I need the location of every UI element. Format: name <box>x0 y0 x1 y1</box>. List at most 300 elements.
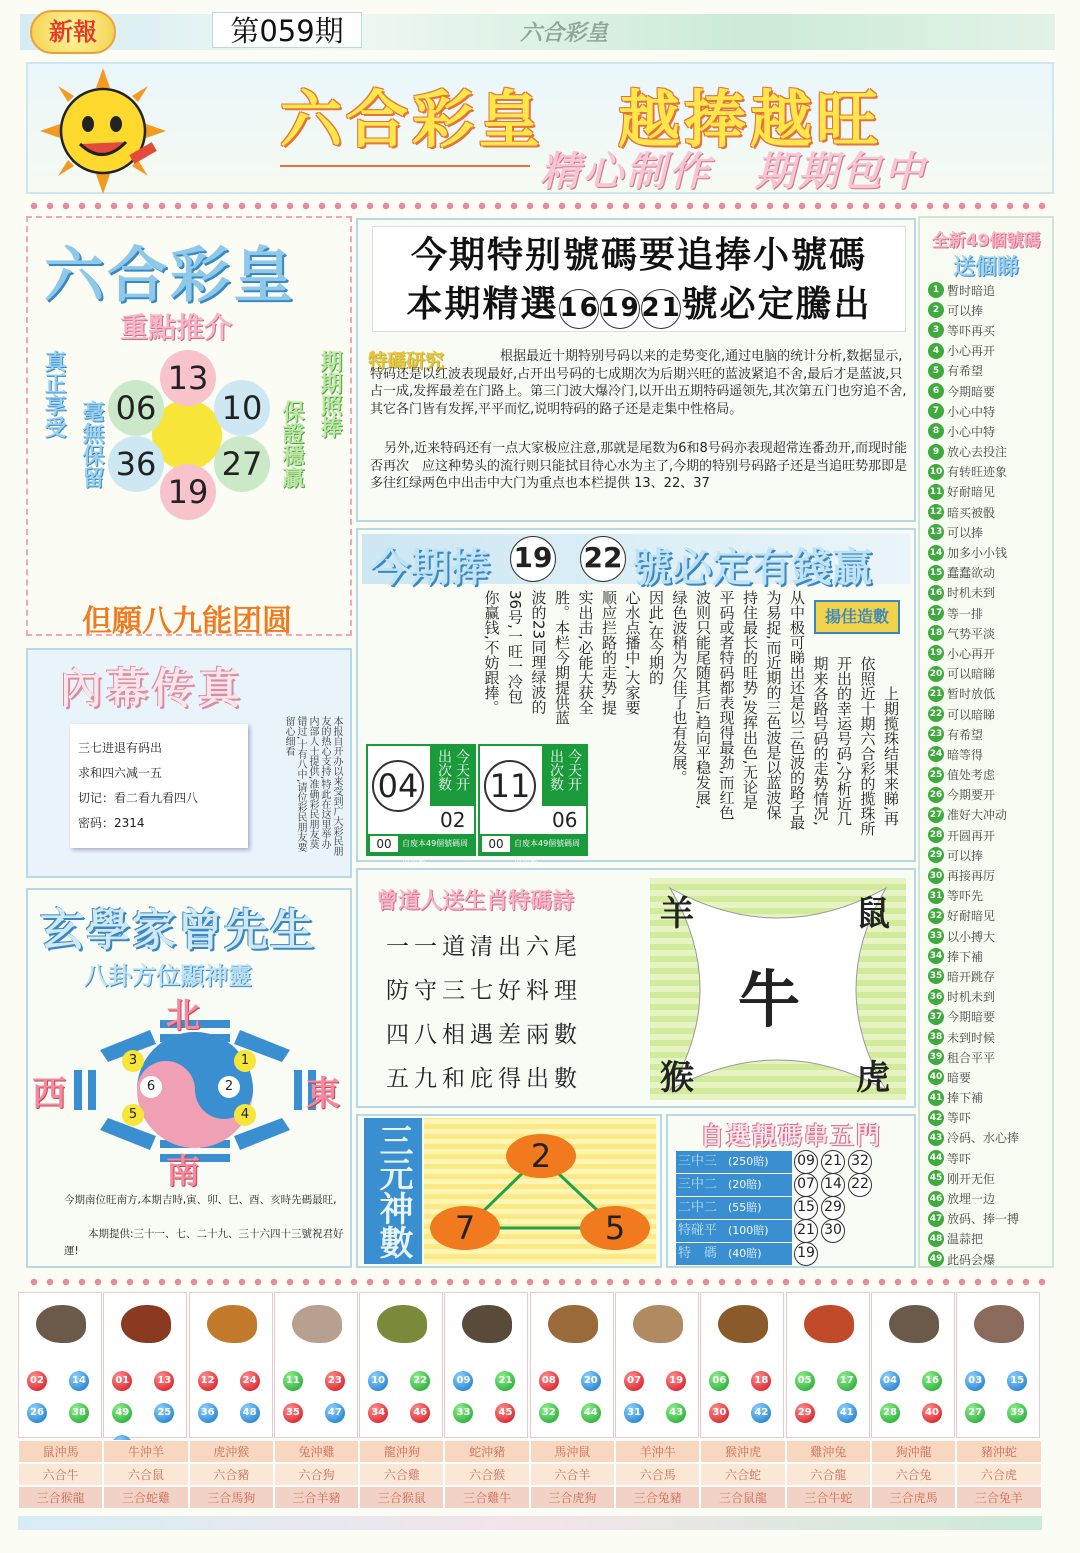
recommend-side-left1: 真正享受 <box>41 350 66 438</box>
footer-cell: 三合兔羊 <box>956 1486 1041 1509</box>
animal-number: 21 <box>495 1371 515 1391</box>
bagua-south: 南 <box>166 1152 200 1192</box>
wumen-title: 自選靚碼串五門 <box>700 1122 882 1150</box>
animal-猴-icon <box>718 1305 768 1343</box>
footer-cell: 六合兔 <box>871 1463 956 1486</box>
sidebar-item-label: 小心再开 <box>947 646 996 661</box>
sidebar-item-label: 冷码、水心捧 <box>947 1131 1020 1146</box>
animal-numbers <box>539 1371 609 1423</box>
count-card-bottom: 00 <box>482 836 510 852</box>
footer-cell: 狗沖龍 <box>871 1440 956 1463</box>
sidebar-item-label: 温蒜把 <box>947 1232 984 1247</box>
sidebar-list <box>928 280 1052 1269</box>
count-card-bottom: 00 <box>370 836 398 852</box>
sidebar-item-label: 小心中特 <box>947 404 996 419</box>
banner-rule <box>280 165 530 167</box>
count-card-label <box>430 746 474 806</box>
animal-number: 48 <box>240 1403 260 1423</box>
animal-numbers <box>27 1371 97 1423</box>
sidebar-item <box>928 341 1052 361</box>
footer-cell: 三合猴鼠 <box>359 1486 444 1509</box>
insider-line: 切记：看二看九看四八 <box>78 791 199 805</box>
insider-line: 求和四六减一五 <box>78 766 163 780</box>
animal-蛇-icon <box>462 1305 512 1343</box>
footer-cell: 六合蛇 <box>700 1463 785 1486</box>
animal-龍-icon <box>377 1305 427 1343</box>
count-card-count: 06 <box>552 808 578 832</box>
wumen-num: 22 <box>848 1173 872 1197</box>
sidebar-item-number: 4 <box>928 343 944 359</box>
special-paragraph2: 另外,近来特码还有一点大家极应注意,那就是尾数为6和8号码亦表现超常连番劲开,而现时能否再次 应这种势头的流行则只能拭目待心水为主了,今期的特别号码路子还是当追旺势那即是多往红绿两色中出击中大门为重点也本栏提供 13、22、37 <box>370 441 908 491</box>
animal-numbers <box>368 1371 438 1423</box>
animal-card <box>444 1292 528 1438</box>
count-card-label1: 今天开 <box>454 749 470 791</box>
sidebar-item <box>928 684 1052 704</box>
sidebar-item-label: 今期暗要 <box>947 384 996 399</box>
animal-number: 38 <box>69 1403 89 1423</box>
flower-number: 27 <box>214 436 270 492</box>
sidebar-item <box>928 724 1052 744</box>
poem-line: 一一道清出六尾 <box>386 934 582 960</box>
sidebar-item-label: 刚开无佢 <box>947 1171 996 1186</box>
sidebar-item <box>928 1067 1052 1087</box>
pengpeng-column: 为易捉,而近期的三色波是以蓝波保 <box>764 590 783 820</box>
sidebar-item-number: 20 <box>928 666 944 682</box>
banner-title-left: 六合彩皇 <box>280 83 545 156</box>
footer-cell: 龍沖狗 <box>359 1440 444 1463</box>
sidebar-item-label: 暗买被骰 <box>947 505 996 520</box>
footer-cell: 三合羊豬 <box>274 1486 359 1509</box>
sidebar-item <box>928 886 1052 906</box>
zodiac-center: 牛 <box>738 963 801 1036</box>
animal-number: 33 <box>453 1403 473 1423</box>
sidebar-item <box>928 1209 1052 1229</box>
sidebar-item <box>928 1108 1052 1128</box>
footer-cell: 羊沖牛 <box>615 1440 700 1463</box>
animal-number: 12 <box>198 1371 218 1391</box>
poem-line: 防守三七好料理 <box>386 978 582 1004</box>
pengpeng-title-post: 號必定有錢贏 <box>632 545 872 591</box>
pengpeng-column: 平码或者特码都表现得最劲,而红色 <box>717 590 736 820</box>
sidebar-item-label: 蠢蠢欲动 <box>947 566 996 581</box>
sidebar-item-label: 暗要 <box>947 1070 972 1085</box>
sidebar-item-label: 有希望 <box>947 364 984 379</box>
sidebar-item-label: 值处考虑 <box>947 768 996 783</box>
sidebar-item <box>928 1047 1052 1067</box>
animal-number: 26 <box>27 1403 47 1423</box>
animal-number: 32 <box>539 1403 559 1423</box>
footer-cell: 猴沖虎 <box>700 1440 785 1463</box>
sidebar-title1: 全新49個號碼 <box>931 231 1041 251</box>
sidebar-item-number: 3 <box>928 322 944 338</box>
sidebar-item-label: 此码会爆 <box>947 1252 996 1267</box>
pengpeng-column: 绿色波稍为欠佳了也有发展。 <box>670 590 689 785</box>
flower-number: 13 <box>160 350 216 406</box>
footer-cell: 六合牛 <box>18 1463 103 1486</box>
wumen-row-bet: (100賠) <box>728 1220 792 1242</box>
footer-cell: 兔沖雞 <box>274 1440 359 1463</box>
wumen-num: 21 <box>794 1219 818 1243</box>
sidebar-item <box>928 987 1052 1007</box>
sidebar-item-label: 放埋一边 <box>947 1192 996 1207</box>
animal-number: 31 <box>624 1403 644 1423</box>
bagua-num: 6 <box>140 1076 162 1098</box>
animal-number: 16 <box>922 1371 942 1391</box>
bagua-num: 3 <box>122 1050 144 1072</box>
count-card-2 <box>478 744 588 868</box>
sidebar-item <box>928 462 1052 482</box>
pengpeng-column: 顺应拦路的走势,提 <box>600 590 618 715</box>
sidebar-item-number: 40 <box>928 1069 944 1085</box>
sidebar-item-label: 准好大冲动 <box>947 808 1008 823</box>
sidebar-item-number: 7 <box>928 403 944 419</box>
animal-card <box>530 1292 614 1438</box>
sidebar-item <box>928 966 1052 986</box>
bagua-west: 西 <box>32 1074 66 1114</box>
wumen-rows <box>676 1150 910 1265</box>
sidebar-item-label: 等吓先 <box>947 889 984 904</box>
animal-羊-icon <box>633 1305 683 1343</box>
sidebar-item <box>928 664 1052 684</box>
animal-number: 05 <box>795 1371 815 1391</box>
sidebar-item-number: 31 <box>928 888 944 904</box>
poem-lines <box>386 928 646 1104</box>
sidebar-item <box>928 805 1052 825</box>
sidebar-item-label: 等吓再买 <box>947 323 996 338</box>
count-card-num: 04 <box>372 760 424 812</box>
animal-card <box>189 1292 273 1438</box>
footer-cell: 六合猴 <box>444 1463 529 1486</box>
sidebar-item-number: 25 <box>928 767 944 783</box>
count-card-footer: 自废本49個號碼周出次数 <box>368 834 474 854</box>
animal-card <box>103 1292 187 1438</box>
sidebar-item <box>928 522 1052 542</box>
sidebar-item <box>928 623 1052 643</box>
sanyuan-title: 三元神數 <box>364 1118 422 1264</box>
sidebar-item-label: 时机未到 <box>947 990 996 1005</box>
animal-number: 08 <box>539 1371 559 1391</box>
footer-cell: 六合狗 <box>274 1463 359 1486</box>
animal-card <box>274 1292 358 1438</box>
poem-line: 四八相遇差兩數 <box>386 1022 582 1048</box>
sidebar-item <box>928 926 1052 946</box>
recommend-side-right1: 期期照捧 <box>317 350 342 438</box>
flower-number: 06 <box>108 380 164 436</box>
sidebar-item-number: 9 <box>928 444 944 460</box>
animal-numbers <box>624 1371 694 1423</box>
animal-number: 41 <box>837 1403 857 1423</box>
sidebar-item-number: 37 <box>928 1009 944 1025</box>
sidebar-item <box>928 1088 1052 1108</box>
sidebar-item-label: 小心中特 <box>947 424 996 439</box>
sidebar-item-label: 小心再开 <box>947 344 996 359</box>
pengpeng-column: 你赢钱,不妨跟捧。 <box>482 590 501 715</box>
sanyuan-num: 2 <box>506 1134 576 1178</box>
animal-number: 36 <box>198 1403 218 1423</box>
sidebar-item <box>928 300 1052 320</box>
animal-numbers <box>453 1371 523 1423</box>
sidebar-item-number: 21 <box>928 686 944 702</box>
animal-number: 04 <box>880 1371 900 1391</box>
bagua-num: 1 <box>234 1050 256 1072</box>
sidebar-item <box>928 1188 1052 1208</box>
sidebar-item-number: 27 <box>928 807 944 823</box>
sidebar-item <box>928 361 1052 381</box>
special-line2-pre: 本期精選 <box>406 283 559 325</box>
bagua-num: 2 <box>218 1076 240 1098</box>
footer-cell: 虎沖猴 <box>189 1440 274 1463</box>
footer-cell: 六合鼠 <box>103 1463 188 1486</box>
pengpeng-column: 从中极可睇出还是以三色波的路子最 <box>788 590 806 830</box>
animal-numbers <box>795 1371 865 1423</box>
footer-row <box>18 1486 1042 1509</box>
sidebar-item <box>928 320 1052 340</box>
wumen-num: 21 <box>821 1150 845 1174</box>
special-paragraph1: 根据最近十期特别号码以来的走势变化,通过电脑的统计分析,数据显示,特码还是以红波表现最好,占开出号码的七成期次为后期兴旺的蓝波紧追不舍,最后才是蓝波,只占一成,发挥最差在门路上。第三门波大爆冷门,以开出五期特码遥领先,其次第五门也穷追不舍,其它各门皆有发挥,平平而忆,说明特码的路子还是走集中性格局。 <box>370 349 907 417</box>
sidebar-item-label: 暗开跳存 <box>947 969 996 984</box>
sidebar-item-number: 24 <box>928 746 944 762</box>
animal-number: 07 <box>624 1371 644 1391</box>
sidebar-item-label: 好耐暗见 <box>947 485 996 500</box>
flower-number: 10 <box>214 380 270 436</box>
sidebar-item-label: 可以暗睇 <box>947 707 996 722</box>
pengpeng-badge: 揚佳造數 <box>814 600 900 634</box>
wumen-num: 30 <box>821 1219 845 1243</box>
sidebar-item-label: 再接再厉 <box>947 869 996 884</box>
animal-number: 34 <box>368 1403 388 1423</box>
sidebar-item-label: 暂时放低 <box>947 687 996 702</box>
wumen-row-bet: (40賠) <box>728 1243 792 1265</box>
footer-cell: 六合虎 <box>956 1463 1041 1486</box>
sidebar-item-label: 有转旺迹象 <box>947 465 1008 480</box>
animal-card <box>786 1292 870 1438</box>
sidebar-item <box>928 563 1052 583</box>
header-brand: 六合彩皇 <box>520 21 609 46</box>
sidebar-item-number: 34 <box>928 948 944 964</box>
footer-cell: 六合豬 <box>189 1463 274 1486</box>
special-pick: 16 <box>559 289 599 329</box>
sidebar-item <box>928 401 1052 421</box>
count-card-count: 02 <box>440 808 466 832</box>
animal-numbers <box>965 1371 1035 1423</box>
sidebar-item-label: 捧下補 <box>947 1091 984 1106</box>
dot-divider-bottom <box>26 1276 1054 1288</box>
wumen-num: 15 <box>794 1196 818 1220</box>
animal-number: 45 <box>495 1403 515 1423</box>
pengpeng-column: 因此,在今期的 <box>647 590 665 685</box>
xuanxue-subtitle: 八卦方位顯神靈 <box>84 962 252 990</box>
recommend-side-left2: 毫無保留 <box>79 400 104 488</box>
pengpeng-column: 胜。本栏今期提供蓝 <box>553 590 571 725</box>
sidebar-item-label: 时机未到 <box>947 586 996 601</box>
insider-note-card <box>70 724 248 848</box>
footer-cell: 三合兔豬 <box>615 1486 700 1509</box>
sidebar-item-number: 47 <box>928 1211 944 1227</box>
banner-subtitle: 精心制作 期期包中 <box>540 149 927 195</box>
sidebar-item-number: 38 <box>928 1029 944 1045</box>
footer-cell: 六合雞 <box>359 1463 444 1486</box>
footer-row <box>18 1463 1042 1486</box>
count-card-label <box>542 746 586 806</box>
special-headline <box>372 226 906 332</box>
sidebar-item-label: 暗等得 <box>947 747 984 762</box>
animal-number: 23 <box>325 1371 345 1391</box>
sidebar-item-label: 放心去投注 <box>947 445 1008 460</box>
count-card-label2: 出次数 <box>548 749 564 791</box>
sidebar-item-number: 19 <box>928 645 944 661</box>
special-line2-post: 號必定騰出 <box>681 283 872 325</box>
bagua-north: 北 <box>166 996 200 1036</box>
sidebar-item-number: 10 <box>928 464 944 480</box>
sidebar-item-label: 可以捧 <box>947 303 984 318</box>
bagua-num: 4 <box>234 1104 256 1126</box>
sidebar-item-number: 32 <box>928 908 944 924</box>
sidebar-item <box>928 421 1052 441</box>
animal-number: 20 <box>581 1371 601 1391</box>
sidebar-item-label: 气势平淡 <box>947 626 996 641</box>
insider-title: 內幕传真 <box>60 664 245 713</box>
sidebar-item <box>928 1027 1052 1047</box>
flower-number: 36 <box>108 436 164 492</box>
sidebar-item <box>928 765 1052 785</box>
sidebar-item-number: 14 <box>928 545 944 561</box>
sidebar-item <box>928 482 1052 502</box>
footer-cell: 三合蛇雞 <box>103 1486 188 1509</box>
sidebar-item <box>928 865 1052 885</box>
animal-numbers <box>709 1371 779 1423</box>
animal-number: 27 <box>965 1403 985 1423</box>
animal-card <box>18 1292 102 1438</box>
animal-card <box>615 1292 699 1438</box>
pengpeng-column: 心水点播中,大家要 <box>623 590 642 715</box>
animal-馬-icon <box>548 1305 598 1343</box>
wumen-num: 32 <box>848 1150 872 1174</box>
animal-card <box>700 1292 784 1438</box>
sidebar-item-number: 8 <box>928 423 944 439</box>
sidebar-item-number: 43 <box>928 1130 944 1146</box>
sidebar-item-label: 暫时暗追 <box>947 283 996 298</box>
sidebar-item-number: 6 <box>928 383 944 399</box>
footer-cell: 六合馬 <box>615 1463 700 1486</box>
sidebar-item-label: 捧下補 <box>947 949 984 964</box>
animal-numbers <box>283 1371 353 1423</box>
footer-rows <box>18 1440 1042 1510</box>
animal-number: 24 <box>240 1371 260 1391</box>
sidebar-item-number: 45 <box>928 1170 944 1186</box>
sidebar-item <box>928 442 1052 462</box>
sidebar-item-label: 等吓 <box>947 1151 972 1166</box>
sidebar-item-label: 开圆再开 <box>947 828 996 843</box>
pengpeng-num: 22 <box>580 536 626 582</box>
sidebar-item <box>928 1148 1052 1168</box>
sidebar-item-number: 26 <box>928 787 944 803</box>
sidebar-item-label: 未到时候 <box>947 1030 996 1045</box>
footer-cell: 蛇沖豬 <box>444 1440 529 1463</box>
animal-card <box>956 1292 1040 1438</box>
sidebar-item-number: 15 <box>928 565 944 581</box>
study-badge: 特碼研究 <box>368 350 445 372</box>
pengpeng-column: 波则只能尾随其后,趋向平稳发展, <box>694 590 712 810</box>
footer-cell: 三合牛蛇 <box>786 1486 871 1509</box>
sidebar-item <box>928 744 1052 764</box>
animal-number: 46 <box>410 1403 430 1423</box>
issue-number: 第059期 <box>212 12 362 48</box>
sidebar-item-number: 1 <box>928 282 944 298</box>
footer-cell: 三合鼠龍 <box>700 1486 785 1509</box>
animal-number: 39 <box>1007 1403 1027 1423</box>
sidebar-item-number: 39 <box>928 1049 944 1065</box>
animal-numbers <box>880 1371 950 1423</box>
dot-divider-top <box>26 200 1054 212</box>
wumen-row <box>676 1219 910 1242</box>
sidebar-item-number: 48 <box>928 1231 944 1247</box>
sidebar-item <box>928 643 1052 663</box>
pengpeng-column: 开出的幸运号码,分析近几 <box>835 656 853 826</box>
sidebar-item-number: 23 <box>928 726 944 742</box>
sidebar-item-label: 今期暗要 <box>947 1010 996 1025</box>
wumen-row-bet: (55賠) <box>728 1197 792 1219</box>
sidebar-item-number: 49 <box>928 1251 944 1267</box>
sidebar-item <box>928 1249 1052 1269</box>
sidebar-item-number: 41 <box>928 1090 944 1106</box>
sidebar-item <box>928 845 1052 865</box>
wumen-num: 09 <box>794 1150 818 1174</box>
animal-number: 43 <box>666 1403 686 1423</box>
insider-line: 三七进退有码出 <box>78 741 163 755</box>
special-line2 <box>373 278 905 330</box>
poem-title: 曾道人送生肖特碼詩 <box>376 889 575 914</box>
animal-number: 03 <box>965 1371 985 1391</box>
pengpeng-column: 持住最长的旺势,发挥出色,无论是 <box>741 590 759 810</box>
pengpeng-column: 36号,一旺一冷包 <box>506 590 524 704</box>
wumen-num: 07 <box>794 1173 818 1197</box>
sidebar-item-number: 29 <box>928 847 944 863</box>
sidebar-item-number: 42 <box>928 1110 944 1126</box>
footer-cell: 馬沖鼠 <box>530 1440 615 1463</box>
sidebar-item <box>928 280 1052 300</box>
animal-number: 13 <box>154 1371 174 1391</box>
flower-number: 19 <box>160 464 216 520</box>
animal-card <box>871 1292 955 1438</box>
banner-title-right: 越捧越旺 <box>618 83 883 156</box>
animal-number: 17 <box>837 1371 857 1391</box>
sidebar-item <box>928 1229 1052 1249</box>
sidebar-item-label: 租合平平 <box>947 1050 996 1065</box>
sidebar-item-number: 5 <box>928 363 944 379</box>
sidebar-item-number: 33 <box>928 928 944 944</box>
sidebar-item-number: 13 <box>928 524 944 540</box>
sidebar-item <box>928 542 1052 562</box>
animal-number: 40 <box>922 1403 942 1423</box>
pengpeng-num: 19 <box>510 536 556 582</box>
sidebar-item <box>928 946 1052 966</box>
sidebar-item-label: 可以捧 <box>947 525 984 540</box>
footer-cell: 鼠沖馬 <box>18 1440 103 1463</box>
animal-number: 06 <box>709 1371 729 1391</box>
xuanxue-title: 玄學家曾先生 <box>40 905 316 956</box>
sidebar-item-number: 11 <box>928 484 944 500</box>
animal-number: 19 <box>666 1371 686 1391</box>
animal-number: 14 <box>69 1371 89 1391</box>
sidebar-item-number: 2 <box>928 302 944 318</box>
wumen-row-bet: (250賠) <box>728 1151 792 1173</box>
wumen-row <box>676 1242 910 1265</box>
recommend-title: 六合彩皇 <box>44 241 296 311</box>
wumen-row-label: 二中二 <box>676 1197 728 1219</box>
animal-numbers <box>198 1371 268 1423</box>
special-pick: 21 <box>641 289 681 329</box>
sidebar-item <box>928 1128 1052 1148</box>
